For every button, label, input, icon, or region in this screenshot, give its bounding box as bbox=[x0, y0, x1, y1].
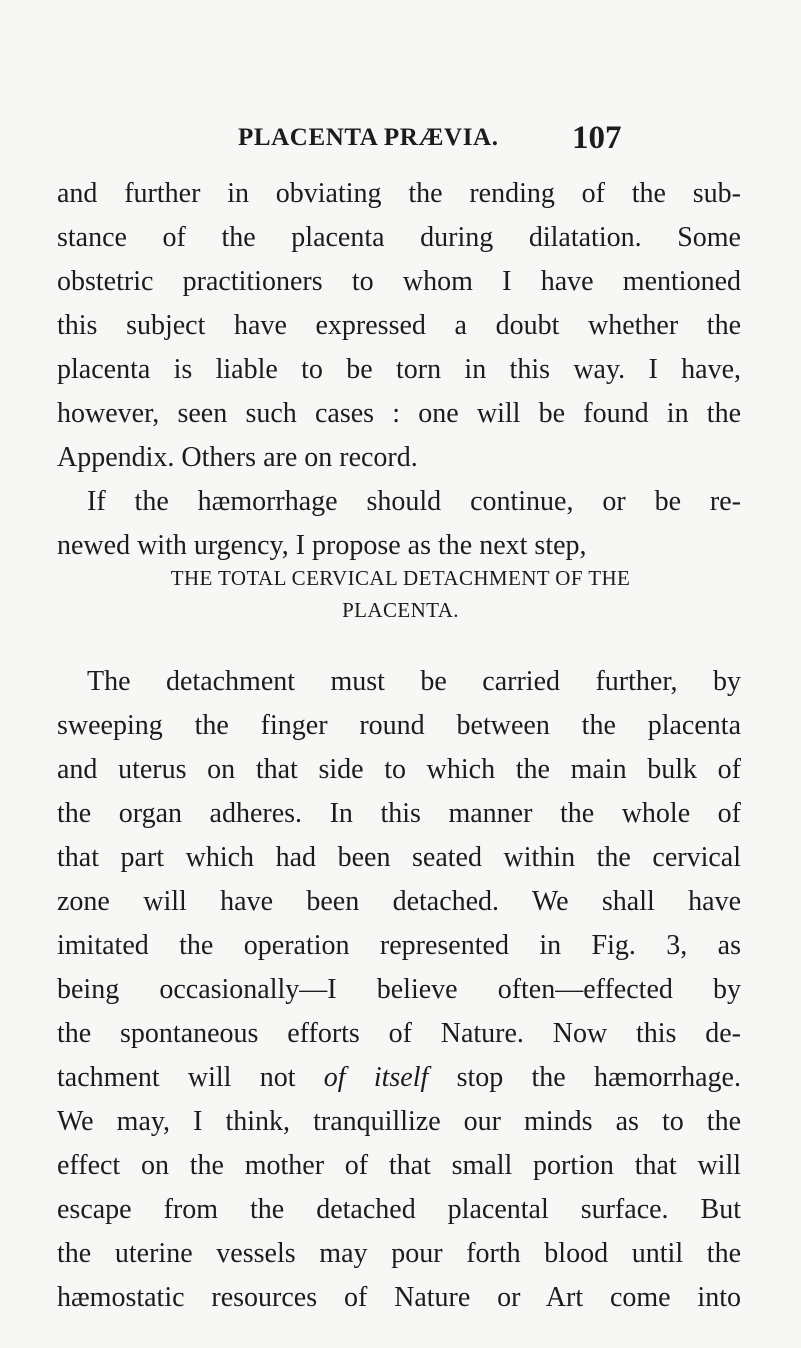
italic-phrase: of itself bbox=[323, 1062, 429, 1093]
section-heading-line-1: THE TOTAL CERVICAL DETACHMENT OF THE bbox=[170, 566, 631, 590]
body-line: newed with urgency, I propose as the next step, bbox=[57, 530, 587, 561]
body-line: that part which had been seated within the cervical bbox=[57, 842, 741, 873]
body-text: stop the hæmorrhage. bbox=[428, 1062, 741, 1093]
body-line: this subject have expressed a doubt whether the bbox=[57, 310, 741, 341]
body-line: We may, I think, tranquillize our minds as to the bbox=[57, 1106, 741, 1137]
body-line: The detachment must be carried further, by bbox=[87, 666, 741, 697]
body-line: and uterus on that side to which the main bulk of bbox=[57, 754, 741, 785]
body-line: placenta is liable to be torn in this way. I have, bbox=[57, 354, 741, 385]
body-line: zone will have been detached. We shall have bbox=[57, 886, 741, 917]
page-number: 107 bbox=[572, 120, 622, 156]
body-line: obstetric practitioners to whom I have mentioned bbox=[57, 266, 741, 297]
body-line: however, seen such cases : one will be found in the bbox=[57, 398, 741, 429]
body-line: If the hæmorrhage should continue, or be re- bbox=[87, 486, 741, 517]
body-line: hæmostatic resources of Nature or Art come into bbox=[57, 1282, 741, 1313]
body-line: the spontaneous efforts of Nature. Now this de- bbox=[57, 1018, 741, 1049]
body-line: stance of the placenta during dilatation. Some bbox=[57, 222, 741, 253]
body-line: effect on the mother of that small portion that will bbox=[57, 1150, 741, 1181]
section-heading-line-2: PLACENTA. bbox=[342, 598, 459, 622]
body-line: the organ adheres. In this manner the whole of bbox=[57, 798, 741, 829]
body-text: tachment will not bbox=[57, 1062, 324, 1093]
body-line: being occasionally—I believe often—effected by bbox=[57, 974, 741, 1005]
body-line: imitated the operation represented in Fig. 3, as bbox=[57, 930, 741, 961]
body-line: sweeping the finger round between the placenta bbox=[57, 710, 741, 741]
body-line-with-italic bbox=[57, 1056, 741, 1100]
body-line: escape from the detached placental surface. But bbox=[57, 1194, 741, 1225]
body-line: the uterine vessels may pour forth blood until the bbox=[57, 1238, 741, 1269]
body-line: Appendix. Others are on record. bbox=[57, 442, 418, 473]
running-title: PLACENTA PRÆVIA. bbox=[238, 124, 499, 151]
body-line: and further in obviating the rending of the sub- bbox=[57, 178, 741, 209]
running-head bbox=[0, 120, 801, 160]
